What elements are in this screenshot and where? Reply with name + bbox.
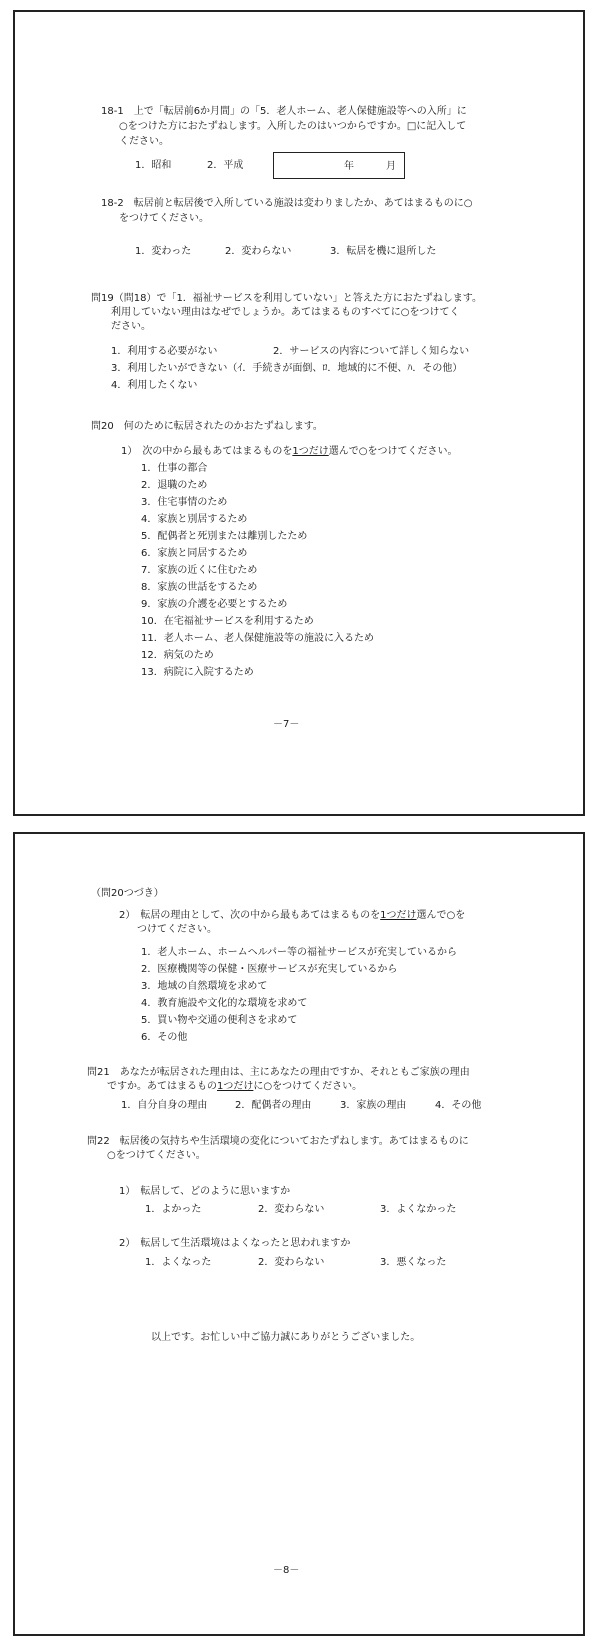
q18-1-text-line2: ○をつけた方におたずねします。入所したのはいつからですか。□に記入して <box>119 121 467 132</box>
q19-option-4[interactable]: 4．利用したくない <box>111 380 198 391</box>
q22-text-line1: 問22 転居後の気持ちや生活環境の変化についておたずねします。あてはまるものに <box>87 1136 469 1147</box>
q18-2-text-line1: 18-2 転居前と転居後で入所している施設は変わりましたか、あてはまるものに○ <box>101 198 473 209</box>
q20-sub1-pre: 1） 次の中から最もあてはまるものを <box>121 446 293 457</box>
q20-title: 問20 何のために転居されたのかおたずねします。 <box>91 421 323 432</box>
q21-option-1[interactable]: 1．自分自身の理由 <box>121 1100 208 1111</box>
q20-2-item-4[interactable]: 4．教育施設や文化的な環境を求めて <box>141 998 308 1009</box>
q18-1-date-input-box[interactable] <box>273 152 405 179</box>
q18-2-option-3[interactable]: 3．転居を機に退所した <box>330 246 437 257</box>
q22-sub1-option-1[interactable]: 1．よかった <box>145 1204 202 1215</box>
q20-item-1[interactable]: 1．仕事の都合 <box>141 463 208 474</box>
q20-item-12[interactable]: 12．病気のため <box>141 650 214 661</box>
page-number-8: －8－ <box>273 1565 300 1576</box>
questionnaire-page-8 <box>13 832 585 1636</box>
q20-item-3[interactable]: 3．住宅事情のため <box>141 497 228 508</box>
questionnaire-page-7 <box>13 10 585 816</box>
q20-sub1-post: 選んで○をつけてください。 <box>328 446 458 457</box>
q20-sub1-instruction <box>121 445 457 458</box>
q22-sub1-option-2[interactable]: 2．変わらない <box>258 1204 325 1215</box>
q18-2-text-line2: をつけてください。 <box>119 213 209 224</box>
q22-text-line2: ○をつけてください。 <box>107 1150 206 1161</box>
q20-item-8[interactable]: 8．家族の世話をするため <box>141 582 258 593</box>
q19-option-2[interactable]: 2．サービスの内容について詳しく知らない <box>273 346 470 357</box>
q20-sub2-instruction-line1 <box>119 909 465 922</box>
q20-item-13[interactable]: 13．病院に入院するため <box>141 667 254 678</box>
q20-item-4[interactable]: 4．家族と別居するため <box>141 514 248 525</box>
q20-2-item-2[interactable]: 2．医療機関等の保健・医療サービスが充実しているから <box>141 964 398 975</box>
q20-item-5[interactable]: 5．配偶者と死別または離別したため <box>141 531 308 542</box>
q21-pre: ですか。あてはまるもの <box>107 1081 217 1092</box>
q20-item-6[interactable]: 6．家族と同居するため <box>141 548 248 559</box>
q21-text-line1: 問21 あなたが転居された理由は、主にあなたの理由ですか、それともご家族の理由 <box>87 1067 470 1078</box>
q22-sub1-option-3[interactable]: 3．よくなかった <box>380 1204 457 1215</box>
q21-underlined: 1つだけ <box>217 1081 254 1092</box>
q20-item-10[interactable]: 10．在宅福祉サービスを利用するため <box>141 616 314 627</box>
q20-2-item-1[interactable]: 1．老人ホーム、ホームヘルパー等の福祉サービスが充実しているから <box>141 947 457 958</box>
q18-2-option-1[interactable]: 1．変わった <box>135 246 192 257</box>
q20-sub2-pre: 2） 転居の理由として、次の中から最もあてはまるものを <box>119 910 381 921</box>
q19-option-1[interactable]: 1．利用する必要がない <box>111 346 218 357</box>
q18-1-year-label: 年 <box>344 161 354 172</box>
q21-option-4[interactable]: 4．その他 <box>435 1100 482 1111</box>
q21-option-3[interactable]: 3．家族の理由 <box>340 1100 407 1111</box>
q20-sub1-underlined: 1つだけ <box>292 446 329 457</box>
q19-text-line2: 利用していない理由はなぜでしょうか。あてはまるものすべてに○をつけてく <box>111 307 460 318</box>
q18-1-month-label: 月 <box>386 161 396 172</box>
q20-sub2-post: 選んで○を <box>416 910 466 921</box>
q20-2-item-5[interactable]: 5．買い物や交通の便利さを求めて <box>141 1015 298 1026</box>
q22-sub2-option-2[interactable]: 2．変わらない <box>258 1257 325 1268</box>
q20-item-2[interactable]: 2．退職のため <box>141 480 208 491</box>
q18-1-text-line3: ください。 <box>119 136 169 147</box>
q20-sub2-underlined: 1つだけ <box>380 910 417 921</box>
q22-sub2-option-3[interactable]: 3．悪くなった <box>380 1257 447 1268</box>
q20-2-item-6[interactable]: 6．その他 <box>141 1032 188 1043</box>
q19-option-3[interactable]: 3．利用したいができない（ｲ．手続きが面倒、ﾛ．地域的に不便、ﾊ．その他） <box>111 363 463 374</box>
q22-sub2-option-1[interactable]: 1．よくなった <box>145 1257 212 1268</box>
q20-item-11[interactable]: 11．老人ホーム、老人保健施設等の施設に入るため <box>141 633 375 644</box>
page-number-7: －7－ <box>273 719 300 730</box>
q20-item-7[interactable]: 7．家族の近くに住むため <box>141 565 258 576</box>
q22-sub2-question: 2） 転居して生活環境はよくなったと思われますか <box>119 1238 351 1249</box>
q20-sub2-instruction-line2: つけてください。 <box>137 924 217 935</box>
q21-option-2[interactable]: 2．配偶者の理由 <box>235 1100 312 1111</box>
q19-text-line1: 問19（問18）で「1．福祉サービスを利用していない」と答えた方におたずねします。 <box>91 293 483 304</box>
q18-1-option-showa[interactable]: 1．昭和 <box>135 160 172 171</box>
q18-1-option-heisei[interactable]: 2．平成 <box>207 160 244 171</box>
q20-item-9[interactable]: 9．家族の介護を必要とするため <box>141 599 288 610</box>
q20-2-item-3[interactable]: 3．地域の自然環境を求めて <box>141 981 268 992</box>
q19-text-line3: ださい。 <box>111 321 151 332</box>
q22-sub1-question: 1） 転居して、どのように思いますか <box>119 1186 291 1197</box>
q18-2-option-2[interactable]: 2．変わらない <box>225 246 292 257</box>
closing-message: 以上です。お忙しい中ご協力誠にありがとうございました。 <box>151 1332 421 1343</box>
q20-continued-label: （問20つづき） <box>91 888 164 899</box>
q18-1-text-line1: 18-1 上で「転居前6か月間」の「5．老人ホーム、老人保健施設等への入所」に <box>101 106 467 117</box>
q21-text-line2 <box>107 1080 362 1093</box>
q21-post: に○をつけてください。 <box>253 1081 363 1092</box>
